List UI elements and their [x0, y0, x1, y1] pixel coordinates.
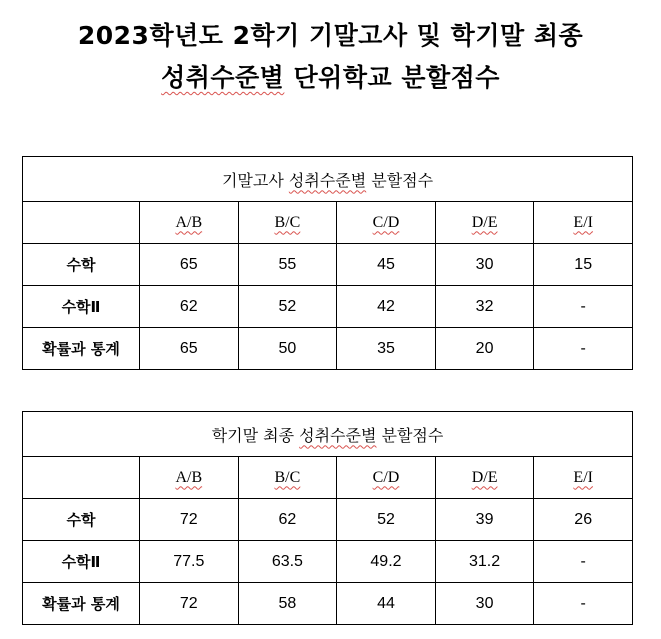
cell-value: 35	[337, 328, 436, 370]
table-header-row	[23, 202, 633, 244]
table-row	[23, 499, 633, 541]
table-caption: 학기말 최종 성취수준별 분할점수	[23, 412, 633, 457]
row-subject: 수학	[23, 499, 140, 541]
document-title-line-1: 2023학년도 2학기 기말고사 및 학기말 최종	[77, 21, 584, 50]
cell-value: 58	[238, 583, 337, 625]
cell-value: 52	[337, 499, 436, 541]
cell-value: 72	[140, 583, 239, 625]
cell-value: 45	[337, 244, 436, 286]
table-header-row	[23, 457, 633, 499]
cell-value: 39	[435, 499, 534, 541]
cell-value: 50	[238, 328, 337, 370]
header-blank-cell	[23, 457, 140, 499]
column-header: A/B	[140, 202, 239, 244]
column-header: E/I	[534, 457, 633, 499]
cell-value: 72	[140, 499, 239, 541]
final-exam-cutoff-table	[22, 156, 633, 370]
table-caption: 기말고사 성취수준별 분할점수	[23, 157, 633, 202]
cell-value: 31.2	[435, 541, 534, 583]
row-subject: 확률과 통계	[23, 328, 140, 370]
column-header: D/E	[435, 457, 534, 499]
cell-value: -	[534, 583, 633, 625]
table-row	[23, 244, 633, 286]
title-remainder: 단위학교 분할점수	[284, 63, 500, 92]
cell-value: 30	[435, 244, 534, 286]
cell-value: 42	[337, 286, 436, 328]
cell-value: 62	[238, 499, 337, 541]
header-blank-cell	[23, 202, 140, 244]
column-header: E/I	[534, 202, 633, 244]
document-title-line-2	[0, 58, 661, 94]
column-header: B/C	[238, 202, 337, 244]
column-header: C/D	[337, 202, 436, 244]
cell-value: -	[534, 541, 633, 583]
cell-value: 49.2	[337, 541, 436, 583]
cell-value: 65	[140, 244, 239, 286]
cell-value: 65	[140, 328, 239, 370]
table-row	[23, 328, 633, 370]
semester-final-cutoff-table	[22, 411, 633, 625]
row-subject: 수학	[23, 244, 140, 286]
cell-value: 20	[435, 328, 534, 370]
table-row	[23, 583, 633, 625]
row-subject: 수학Ⅱ	[23, 541, 140, 583]
title-highlight-term: 성취수준별	[161, 63, 285, 92]
cell-value: 26	[534, 499, 633, 541]
cell-value: -	[534, 328, 633, 370]
cell-value: 77.5	[140, 541, 239, 583]
cell-value: 63.5	[238, 541, 337, 583]
row-subject: 수학Ⅱ	[23, 286, 140, 328]
cell-value: -	[534, 286, 633, 328]
column-header: D/E	[435, 202, 534, 244]
column-header: B/C	[238, 457, 337, 499]
cell-value: 32	[435, 286, 534, 328]
cell-value: 44	[337, 583, 436, 625]
table-row	[23, 286, 633, 328]
cell-value: 52	[238, 286, 337, 328]
cell-value: 30	[435, 583, 534, 625]
row-subject: 확률과 통계	[23, 583, 140, 625]
cell-value: 55	[238, 244, 337, 286]
cell-value: 15	[534, 244, 633, 286]
column-header: A/B	[140, 457, 239, 499]
cell-value: 62	[140, 286, 239, 328]
column-header: C/D	[337, 457, 436, 499]
table-row	[23, 541, 633, 583]
